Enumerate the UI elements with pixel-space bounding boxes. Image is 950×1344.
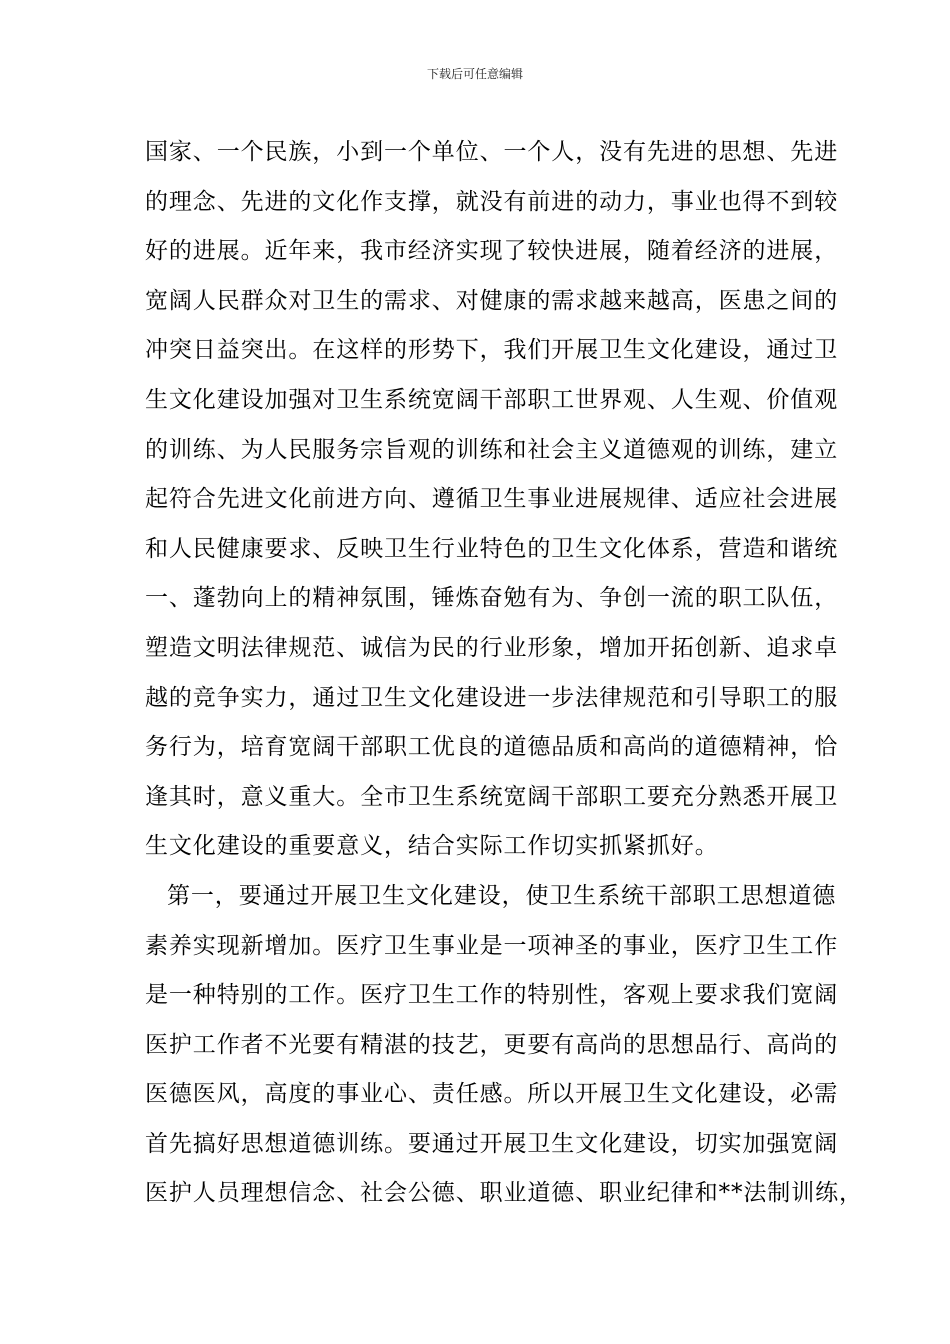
document-body xyxy=(145,128,863,1219)
text-line: 的理念、先进的文化作支撑，就没有前进的动力，事业也得不到较 xyxy=(145,188,839,215)
text-line: 首先搞好思想道德训练。要通过开展卫生文化建设，切实加强宽阔 xyxy=(145,1130,839,1157)
text-line: 医护工作者不光要有精湛的技艺，更要有高尚的思想品行、高尚的 xyxy=(145,1031,839,1058)
text-line: 塑造文明法律规范、诚信为民的行业形象，增加开拓创新、追求卓 xyxy=(145,634,839,661)
text-line: 是一种特别的工作。医疗卫生工作的特别性，客观上要求我们宽阔 xyxy=(145,982,839,1009)
text-line: 和人民健康要求、反映卫生行业特色的卫生文化体系，营造和谐统 xyxy=(145,535,839,562)
text-line: 务行为，培育宽阔干部职工优良的道德品质和高尚的道德精神，恰 xyxy=(145,734,839,761)
text-line: 医护人员理想信念、社会公德、职业道德、职业纪律和**法制训练， xyxy=(145,1180,863,1207)
paragraph-start-line: 第一，要通过开展卫生文化建设，使卫生系统干部职工思想道德 xyxy=(167,882,837,909)
text-line: 一、蓬勃向上的精神氛围，锤炼奋勉有为、争创一流的职工队伍， xyxy=(145,585,839,612)
text-line: 起符合先进文化前进方向、遵循卫生事业进展规律、适应社会进展 xyxy=(145,486,839,513)
text-line: 素养实现新增加。医疗卫生事业是一项神圣的事业，医疗卫生工作 xyxy=(145,932,839,959)
text-line: 冲突日益突出。在这样的形势下，我们开展卫生文化建设，通过卫 xyxy=(145,337,839,364)
text-line: 越的竞争实力，通过卫生文化建设进一步法律规范和引导职工的服 xyxy=(145,684,839,711)
text-line: 医德医风，高度的事业心、责任感。所以开展卫生文化建设，必需 xyxy=(145,1081,839,1108)
text-line: 生文化建设的重要意义，结合实际工作切实抓紧抓好。 xyxy=(145,833,719,860)
text-line: 逢其时，意义重大。全市卫生系统宽阔干部职工要充分熟悉开展卫 xyxy=(145,783,839,810)
page-header-note: 下载后可任意编辑 xyxy=(426,67,523,81)
text-line: 宽阔人民群众对卫生的需求、对健康的需求越来越高，医患之间的 xyxy=(145,287,839,314)
text-line: 国家、一个民族，小到一个单位、一个人，没有先进的思想、先进 xyxy=(145,139,839,165)
text-line: 好的进展。近年来，我市经济实现了较快进展，随着经济的进展， xyxy=(145,238,839,265)
text-line: 生文化建设加强对卫生系统宽阔干部职工世界观、人生观、价值观 xyxy=(145,386,839,413)
text-line: 的训练、为人民服务宗旨观的训练和社会主义道德观的训练，建立 xyxy=(145,436,839,463)
